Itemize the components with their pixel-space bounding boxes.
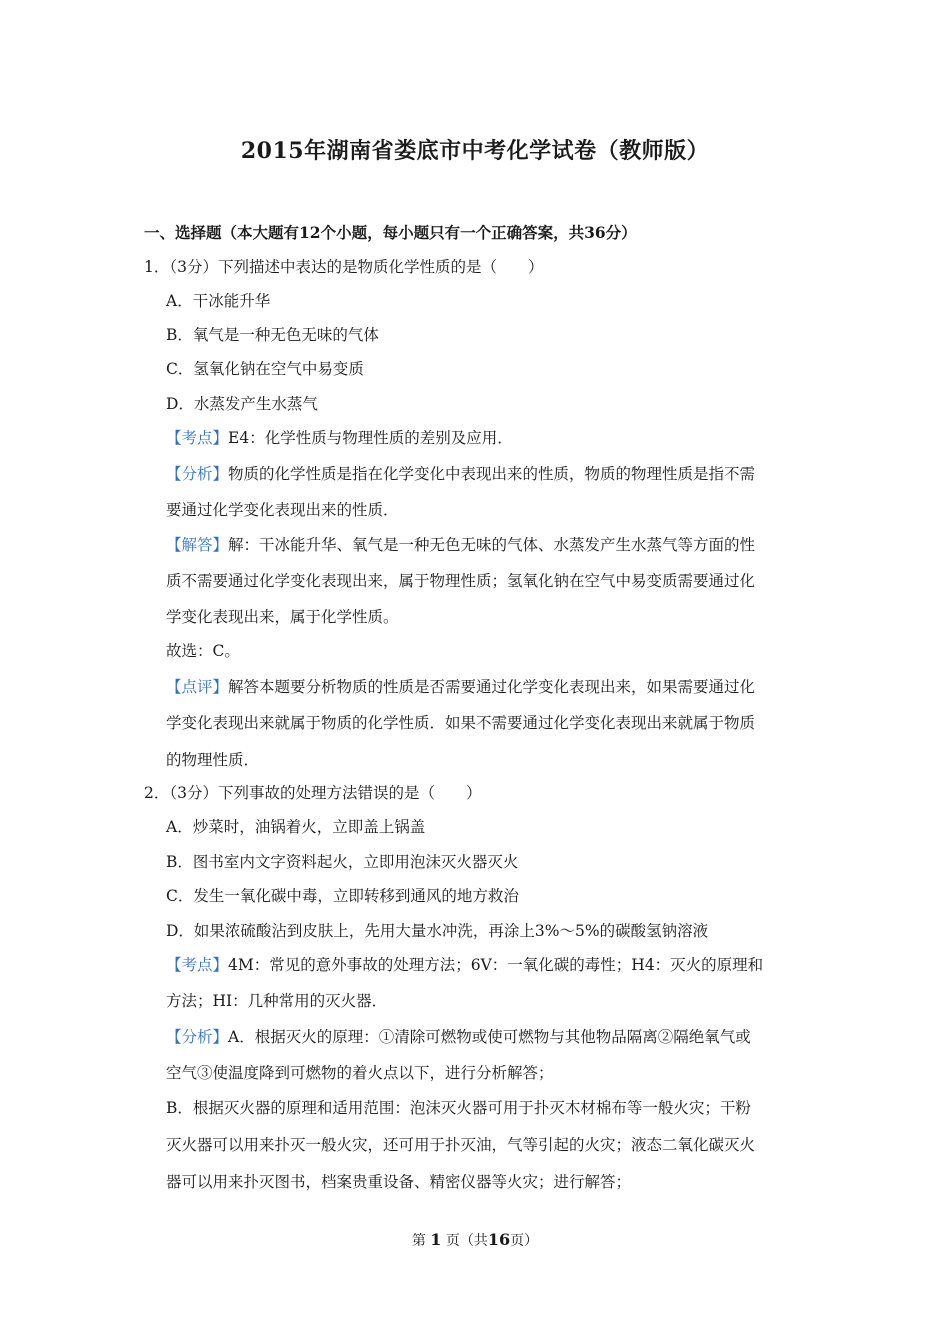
footer-prefix: 第 [411,1233,426,1249]
q1-dianping-line-2: 学变化表现出来就属于物质的化学性质．如果不需要通过化学变化表现出来就属于物质 [166,714,756,732]
q1-option-c: C．氢氧化钠在空气中易变质 [166,360,364,378]
footer-middle: 页（共 [445,1233,488,1249]
fenxi-tag: 【分析】 [166,465,229,483]
q2-fenxi-line-5: 器可以用来扑灭图书，档案贵重设备、精密仪器等火灾；进行解答； [166,1173,632,1191]
dianping-tag: 【点评】 [166,678,229,696]
fenxi-text: 物质的化学性质是指在化学变化中表现出来的性质，物质的物理性质是指不需 [228,465,756,483]
q2-fenxi-line-3: B．根据灭火器的原理和适用范围：泡沫灭火器可用于扑灭木材棉布等一般火灾；干粉 [166,1099,751,1117]
q2-option-a: A．炒菜时，油锅着火，立即盖上锅盖 [166,818,426,836]
q2-fenxi-line-4: 灭火器可以用来扑灭一般火灾，还可用于扑灭油，气等引起的火灾；液态二氧化碳灭火 [166,1136,756,1154]
q1-option-d: D．水蒸发产生水蒸气 [166,395,318,413]
q1-option-a: A．干冰能升华 [166,292,271,310]
q1-jieda [166,535,755,555]
page-footer [0,1230,950,1250]
q2-kaodian [166,955,763,975]
q1-option-b: B．氧气是一种无色无味的气体 [166,326,379,344]
q1-jieda-line-3: 学变化表现出来，属于化学性质。 [166,608,399,626]
q1-answer: 故选：C。 [166,642,240,660]
q1-jieda-line-2: 质不需要通过化学变化表现出来，属于物理性质；氢氧化钠在空气中易变质需要通过化 [166,572,756,590]
total-page-number: 16 [487,1230,511,1249]
question-2-stem: 2．（3分）下列事故的处理方法错误的是（ ） [144,784,482,802]
q1-dianping-line-3: 的物理性质． [166,751,260,769]
fenxi-tag: 【分析】 [166,1028,229,1046]
kaodian-text: 4M：常见的意外事故的处理方法；6V：一氧化碳的毒性；H4：灭火的原理和 [228,956,764,974]
section-heading: 一、选择题（本大题有12个小题，每小题只有一个正确答案，共36分） [144,223,637,242]
question-1-stem: 1．（3分）下列描述中表达的是物质化学性质的是（ ） [144,258,544,276]
kaodian-text: E4：化学性质与物理性质的差别及应用． [228,429,513,447]
q2-option-b: B．图书室内文字资料起火，立即用泡沫灭火器灭火 [166,853,519,871]
dianping-text: 解答本题要分析物质的性质是否需要通过化学变化表现出来，如果需要通过化 [228,678,756,696]
q1-fenxi-line-2: 要通过化学变化表现出来的性质． [166,501,399,519]
current-page-number: 1 [430,1230,442,1249]
q1-fenxi [166,464,755,484]
jieda-text: 解：干冰能升华、氧气是一种无色无味的气体、水蒸发产生水蒸气等方面的性 [228,536,756,554]
kaodian-tag: 【考点】 [166,956,229,974]
q1-kaodian [166,428,513,448]
q2-option-d: D．如果浓硫酸沾到皮肤上，先用大量水冲洗，再涂上3%～5%的碳酸氢钠溶液 [166,922,709,940]
q2-kaodian-line-2: 方法；HI：几种常用的灭火器． [166,992,388,1010]
q2-option-c: C．发生一氧化碳中毒，立即转移到通风的地方救治 [166,887,519,905]
footer-suffix: 页） [510,1233,539,1249]
kaodian-tag: 【考点】 [166,429,229,447]
q2-fenxi [166,1027,751,1047]
q2-fenxi-line-2: 空气③使温度降到可燃物的着火点以下，进行分析解答； [166,1064,554,1082]
fenxi-text: A．根据灭火的原理：①清除可燃物或使可燃物与其他物品隔离②隔绝氧气或 [228,1028,751,1046]
jieda-tag: 【解答】 [166,536,229,554]
document-title: 2015年湖南省娄底市中考化学试卷（教师版） [240,138,710,164]
q1-dianping [166,677,755,697]
